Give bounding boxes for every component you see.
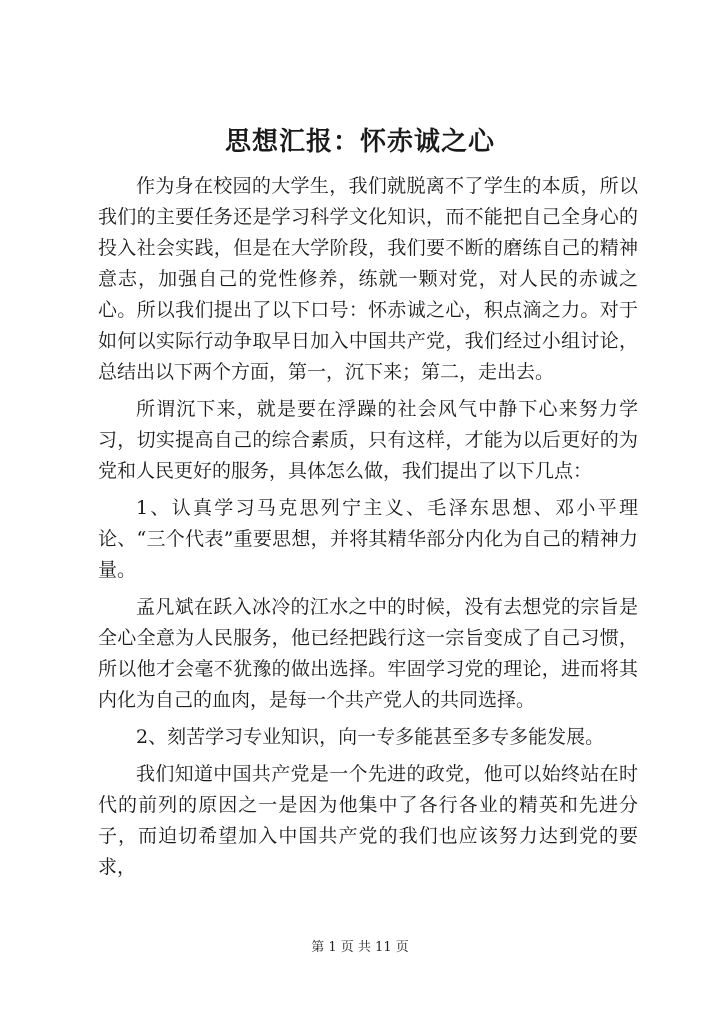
page-footer: 第 1 页 共 11 页 [311,940,409,955]
paragraph-example: 孟凡斌在跃入冰冷的江水之中的时候，没有去想党的宗旨是全心全意为人民服务，他已经把践行这一宗旨变成了自己习惯，所以他才会毫不犹豫的做出选择。牢固学习党的理论，进而将其内化为自己的血肉，是每一个共产党人的共同选择。 [98,596,638,711]
document-title: 思想汇报：怀赤诚之心 [224,127,495,157]
paragraph-settle-down: 所谓沉下来，就是要在浮躁的社会风气中静下心来努力学习，切实提高自己的综合素质，只有这样，才能为以后更好的为党和人民更好的服务，具体怎么做，我们提出了以下几点： [98,398,638,482]
paragraph-point-1: 1、认真学习马克思列宁主义、毛泽东思想、邓小平理论、“三个代表”重要思想，并将其精华部分内化为自己的精神力量。 [98,497,638,581]
paragraph-advanced-party: 我们知道中国共产党是一个先进的政党，他可以始终站在时代的前列的原因之一是因为他集中了各行各业的精英和先进分子，而迫切希望加入中国共产党的我们也应该努力达到党的要求， [98,763,638,878]
document-body [98,171,638,883]
paragraph-point-2: 2、刻苦学习专业知识，向一专多能甚至多专多能发展。 [136,726,605,748]
paragraph-intro: 作为身在校园的大学生，我们就脱离不了学生的本质，所以我们的主要任务还是学习科学文化知识，而不能把自己全身心的投入社会实践，但是在大学阶段，我们要不断的磨练自己的精神意志，加强自己的党性修养，练就一颗对党，对人民的赤诚之心。所以我们提出了以下口号：怀赤诚之心，积点滴之力。对于如何以实际行动争取早日加入中国共产党，我们经过小组讨论，总结出以下两个方面，第一，沉下来；第二，走出去。 [98,175,638,383]
